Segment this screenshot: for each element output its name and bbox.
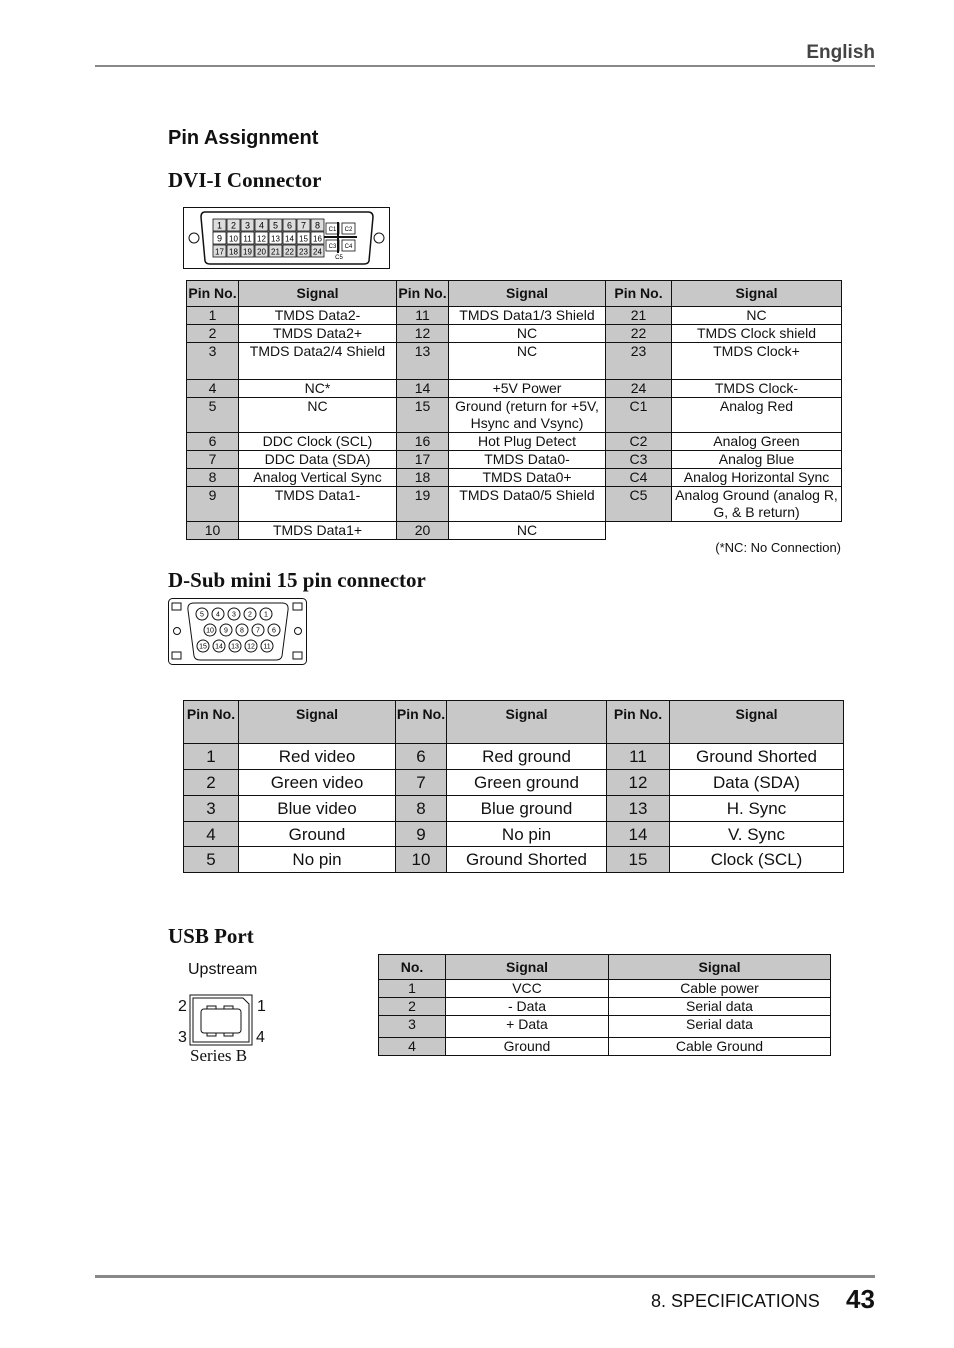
- dvi-pin-label: 8: [314, 220, 321, 231]
- signal-cell: TMDS Data2/4 Shield: [239, 343, 397, 380]
- pin-number-cell: 21: [606, 307, 672, 325]
- signal-cell: TMDS Data0+: [449, 469, 606, 487]
- pin-number-cell: C3: [606, 451, 672, 469]
- usb-pin-4-label: 4: [256, 1029, 265, 1046]
- pin-number-cell: 18: [397, 469, 449, 487]
- dvi-pin-label: 12: [257, 234, 266, 244]
- dvi-pin-label: 22: [285, 247, 294, 257]
- dsub-pin-label: 10: [206, 627, 214, 635]
- signal-cell: Serial data: [609, 1016, 831, 1038]
- signal-cell: Analog Blue: [672, 451, 842, 469]
- pin-number-cell: 8: [187, 469, 239, 487]
- pin-number-cell: [606, 522, 672, 540]
- signal-cell: Ground: [239, 822, 396, 847]
- dvi-pin-label: 14: [285, 234, 294, 244]
- signal-cell: TMDS Clock-: [672, 380, 842, 398]
- dvi-analog-pin-label: C3: [328, 244, 337, 250]
- dsub-pin-label: 7: [256, 627, 260, 635]
- dvi-pin-label: 16: [313, 234, 322, 244]
- usb-pin-1-label: 1: [257, 998, 266, 1015]
- signal-cell: NC*: [239, 380, 397, 398]
- column-header: Signal: [446, 955, 609, 980]
- table-row: [184, 822, 844, 847]
- dsub-pin-label: 13: [231, 643, 239, 651]
- column-header: Pin No.: [396, 701, 447, 744]
- dvi-analog-pin-label: C4: [344, 244, 353, 250]
- pin-number-cell: 16: [397, 433, 449, 451]
- usb-pin-3-label: 3: [178, 1029, 187, 1046]
- table-row: [187, 380, 842, 398]
- table-row: [379, 980, 831, 998]
- table-row: [187, 451, 842, 469]
- column-header: Pin No.: [397, 281, 449, 307]
- dsub-pin-label: 3: [232, 611, 236, 619]
- pin-number-cell: 9: [187, 487, 239, 522]
- signal-cell: V. Sync: [670, 822, 844, 847]
- footer-rule: [95, 1275, 875, 1278]
- table-header-row: [187, 281, 842, 307]
- pin-number-cell: 4: [187, 380, 239, 398]
- usb-b-connector-icon: [176, 992, 268, 1048]
- dsub-pin-label: 12: [247, 643, 255, 651]
- pin-number-cell: 5: [184, 847, 239, 873]
- pin-number-cell: 23: [606, 343, 672, 380]
- column-header: Signal: [239, 701, 396, 744]
- dsub-pin-label: 14: [215, 643, 223, 651]
- signal-cell: +5V Power: [449, 380, 606, 398]
- signal-cell: Serial data: [609, 998, 831, 1016]
- dvi-pin-label: 20: [257, 247, 266, 257]
- dsub-title: D-Sub mini 15 pin connector: [168, 568, 426, 592]
- signal-cell: Clock (SCL): [670, 847, 844, 873]
- signal-cell: Red video: [239, 744, 396, 770]
- signal-cell: Cable power: [609, 980, 831, 998]
- pin-number-cell: 10: [187, 522, 239, 540]
- pin-number-cell: 4: [184, 822, 239, 847]
- pin-number-cell: 22: [606, 325, 672, 343]
- pin-number-cell: 12: [607, 770, 670, 796]
- pin-number-cell: 10: [396, 847, 447, 873]
- signal-cell: Analog Horizontal Sync: [672, 469, 842, 487]
- signal-cell: Blue ground: [447, 796, 607, 822]
- dvi-pin-label: 21: [271, 247, 280, 257]
- pin-number-cell: 1: [379, 980, 446, 998]
- dvi-pin-label: 6: [286, 220, 293, 231]
- footer-section: 8. SPECIFICATIONS: [651, 1291, 820, 1311]
- signal-cell: NC: [449, 343, 606, 380]
- pin-number-cell: 5: [187, 398, 239, 433]
- page-number: 43: [846, 1284, 875, 1314]
- signal-cell: Ground (return for +5V, Hsync and Vsync): [449, 398, 606, 433]
- pin-number-cell: 12: [397, 325, 449, 343]
- pin-number-cell: C4: [606, 469, 672, 487]
- table-header-row: [184, 701, 844, 744]
- signal-cell: VCC: [446, 980, 609, 998]
- column-header: Signal: [670, 701, 844, 744]
- dsub-pin-table: [183, 700, 844, 873]
- dvi-connector-diagram: [183, 207, 390, 269]
- signal-cell: TMDS Data1-: [239, 487, 397, 522]
- signal-cell: Analog Green: [672, 433, 842, 451]
- table-header-row: [379, 955, 831, 980]
- pin-number-cell: 15: [607, 847, 670, 873]
- dvi-pin-label: 10: [229, 234, 238, 244]
- signal-cell: Blue video: [239, 796, 396, 822]
- pin-number-cell: 14: [397, 380, 449, 398]
- signal-cell: Ground Shorted: [670, 744, 844, 770]
- series-b-label: Series B: [190, 1046, 248, 1065]
- dvi-pin-label: 18: [229, 247, 238, 257]
- pin-number-cell: C1: [606, 398, 672, 433]
- dvi-analog-pin-label: C2: [344, 227, 353, 233]
- table-row: [184, 744, 844, 770]
- signal-cell: NC: [449, 325, 606, 343]
- table-row: [379, 1038, 831, 1056]
- table-row: [379, 998, 831, 1016]
- pin-number-cell: 13: [397, 343, 449, 380]
- dvi-pin-label: 2: [230, 220, 237, 231]
- signal-cell: Ground Shorted: [447, 847, 607, 873]
- table-row: [187, 433, 842, 451]
- signal-cell: NC: [449, 522, 606, 540]
- column-header: Signal: [609, 955, 831, 980]
- dsub-pin-label: 8: [240, 627, 244, 635]
- dsub-pin-label: 1: [264, 611, 268, 619]
- column-header: Pin No.: [606, 281, 672, 307]
- pin-number-cell: 24: [606, 380, 672, 398]
- signal-cell: + Data: [446, 1016, 609, 1038]
- dvi-pin-table: [186, 280, 842, 540]
- signal-cell: Ground: [446, 1038, 609, 1056]
- dsub-pin-label: 15: [199, 643, 207, 651]
- signal-cell: Analog Vertical Sync: [239, 469, 397, 487]
- pin-number-cell: 1: [184, 744, 239, 770]
- dvi-pin-label: 17: [215, 247, 224, 257]
- dsub-pin-label: 4: [216, 611, 220, 619]
- column-header: Signal: [672, 281, 842, 307]
- signal-cell: TMDS Data0/5 Shield: [449, 487, 606, 522]
- table-row: [184, 796, 844, 822]
- signal-cell: H. Sync: [670, 796, 844, 822]
- dvi-pin-label: 19: [243, 247, 252, 257]
- pin-number-cell: 2: [187, 325, 239, 343]
- signal-cell: Analog Red: [672, 398, 842, 433]
- dsub-pin-label: 6: [272, 627, 276, 635]
- column-header: Pin No.: [184, 701, 239, 744]
- table-row: [184, 770, 844, 796]
- pin-number-cell: 7: [187, 451, 239, 469]
- pin-number-cell: 4: [379, 1038, 446, 1056]
- pin-number-cell: 7: [396, 770, 447, 796]
- dvi-pin-label: 15: [299, 234, 308, 244]
- dvi-pin-label: 3: [244, 220, 251, 231]
- dvi-pin-label: 23: [299, 247, 308, 257]
- dsub-pin-label: 5: [200, 611, 204, 619]
- signal-cell: Green video: [239, 770, 396, 796]
- signal-cell: TMDS Data0-: [449, 451, 606, 469]
- signal-cell: TMDS Clock+: [672, 343, 842, 380]
- table-row: [187, 307, 842, 325]
- pin-number-cell: 17: [397, 451, 449, 469]
- table-row: [187, 325, 842, 343]
- pin-number-cell: 11: [397, 307, 449, 325]
- pin-number-cell: 11: [607, 744, 670, 770]
- column-header: Signal: [449, 281, 606, 307]
- table-row: [187, 398, 842, 433]
- signal-cell: No pin: [239, 847, 396, 873]
- usb-pin-table: [378, 954, 831, 1056]
- section-title: Pin Assignment: [168, 127, 319, 149]
- dvi-pin-label: 13: [271, 234, 280, 244]
- pin-number-cell: 8: [396, 796, 447, 822]
- pin-number-cell: 20: [397, 522, 449, 540]
- column-header: Signal: [239, 281, 397, 307]
- usb-pin-2-label: 2: [178, 998, 187, 1015]
- dsub-connector-diagram: [168, 598, 307, 665]
- signal-cell: DDC Data (SDA): [239, 451, 397, 469]
- signal-cell: NC: [239, 398, 397, 433]
- pin-number-cell: 6: [396, 744, 447, 770]
- dvi-pin-label: 1: [216, 220, 223, 231]
- table-row: [187, 487, 842, 522]
- signal-cell: TMDS Data2+: [239, 325, 397, 343]
- signal-cell: [672, 522, 842, 540]
- column-header: Pin No.: [607, 701, 670, 744]
- pin-number-cell: 13: [607, 796, 670, 822]
- signal-cell: Green ground: [447, 770, 607, 796]
- header-rule: [95, 65, 875, 67]
- dvi-analog-pin-label: C1: [328, 227, 337, 233]
- pin-number-cell: 3: [187, 343, 239, 380]
- signal-cell: Cable Ground: [609, 1038, 831, 1056]
- signal-cell: DDC Clock (SCL): [239, 433, 397, 451]
- pin-number-cell: 3: [379, 1016, 446, 1038]
- dvi-pin-label: 7: [300, 220, 307, 231]
- signal-cell: NC: [672, 307, 842, 325]
- pin-number-cell: 6: [187, 433, 239, 451]
- table-row: [187, 343, 842, 380]
- pin-number-cell: 14: [607, 822, 670, 847]
- dvi-title: DVI-I Connector: [168, 168, 322, 192]
- pin-number-cell: 2: [379, 998, 446, 1016]
- nc-footnote: (*NC: No Connection): [715, 540, 841, 555]
- table-row: [379, 1016, 831, 1038]
- pin-number-cell: 3: [184, 796, 239, 822]
- dsub-pin-label: 9: [224, 627, 228, 635]
- signal-cell: No pin: [447, 822, 607, 847]
- upstream-label: Upstream: [188, 961, 258, 978]
- language-label: English: [806, 42, 875, 63]
- signal-cell: TMDS Data1+: [239, 522, 397, 540]
- pin-number-cell: 2: [184, 770, 239, 796]
- pin-number-cell: C5: [606, 487, 672, 522]
- pin-number-cell: 9: [396, 822, 447, 847]
- dvi-pin-label: 11: [243, 234, 252, 244]
- table-row: [187, 469, 842, 487]
- signal-cell: Red ground: [447, 744, 607, 770]
- dvi-pin-label: 5: [272, 220, 279, 231]
- usb-title: USB Port: [168, 924, 254, 948]
- pin-number-cell: C2: [606, 433, 672, 451]
- dvi-pin-label: 4: [258, 220, 265, 231]
- table-row: [184, 847, 844, 873]
- table-row: [187, 522, 842, 540]
- column-header: Pin No.: [187, 281, 239, 307]
- pin-number-cell: 15: [397, 398, 449, 433]
- signal-cell: - Data: [446, 998, 609, 1016]
- signal-cell: TMDS Data1/3 Shield: [449, 307, 606, 325]
- dsub-pin-label: 2: [248, 611, 252, 619]
- pin-number-cell: 1: [187, 307, 239, 325]
- pin-number-cell: 19: [397, 487, 449, 522]
- dsub-pin-label: 11: [263, 643, 271, 651]
- signal-cell: Analog Ground (analog R, G, & B return): [672, 487, 842, 522]
- dvi-pin-label: 24: [313, 247, 322, 257]
- column-header: No.: [379, 955, 446, 980]
- dvi-pin-label: 9: [216, 233, 223, 244]
- dvi-analog-pin-label: C5: [335, 255, 343, 261]
- signal-cell: TMDS Data2-: [239, 307, 397, 325]
- column-header: Signal: [447, 701, 607, 744]
- signal-cell: TMDS Clock shield: [672, 325, 842, 343]
- signal-cell: Data (SDA): [670, 770, 844, 796]
- signal-cell: Hot Plug Detect: [449, 433, 606, 451]
